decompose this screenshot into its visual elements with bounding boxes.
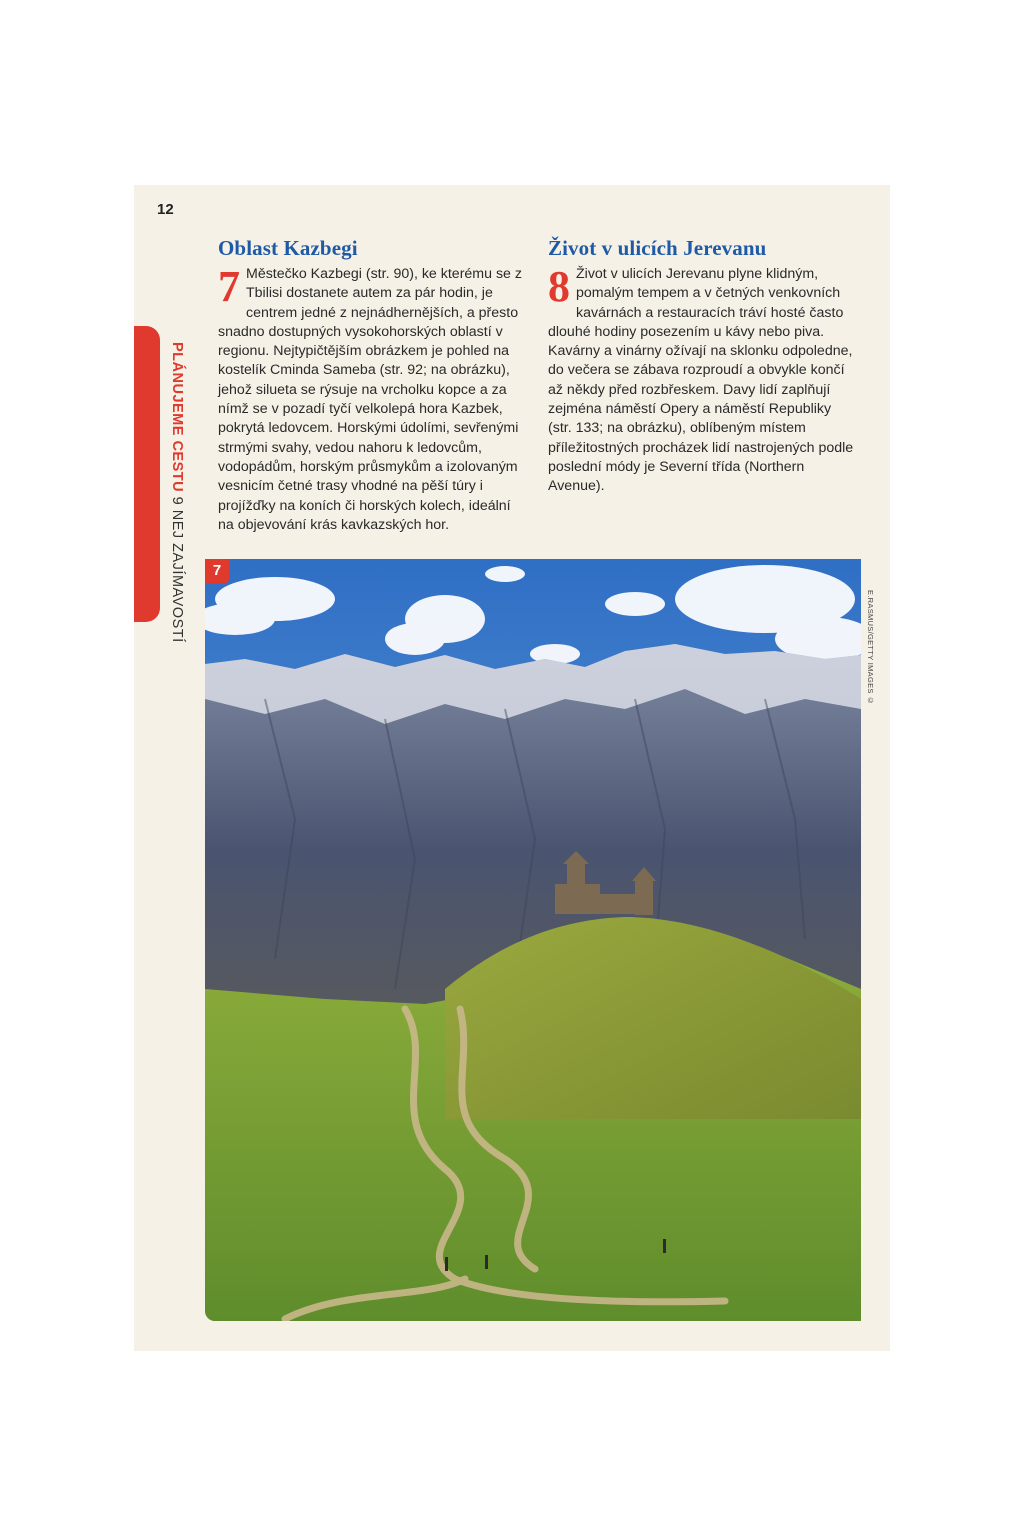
page-number: 12 bbox=[157, 201, 174, 218]
chapter-subtitle: 9 NEJ ZAJÍMAVOSTÍ bbox=[169, 496, 185, 643]
photo-number-badge: 7 bbox=[205, 559, 229, 583]
section-title: Oblast Kazbegi bbox=[218, 236, 358, 260]
section-kazbegi bbox=[218, 236, 524, 535]
section-number: 8 bbox=[548, 262, 570, 311]
section-text: Městečko Kazbegi (str. 90), ke kterému se z Tbilisi dostanete autem za pár hodin, je centrem jedné z nejnádhernějších, a přesto snadno dostupných vysokohorských oblastí v regionu. Nejtypičtějším obrázkem je pohled na kostelík Cminda Sameba (str. 92; na obrázku), jehož silueta se rýsuje na vrcholku kopce a za nímž se v pozadí tyčí velkolepá hora Kazbek, pokrytá ledovcem. Horskými údolími, sevřenými strmými svahy, vedou nahoru k ledovcům, vodopádům, horským průsmykům a izolovaným vesnicím četné trasy vhodné na pěší túry i projížďky na koních či horských kolech, ideální na objevování krás kavkazských hor. bbox=[218, 266, 522, 533]
section-body bbox=[548, 262, 854, 497]
section-text: Život v ulicích Jerevanu plyne klidným, pomalým tempem a v četných venkovních kavárnách a restauracích tráví hosté často dlouhé hodiny posezením u kávy nebo piva. Kavárny a vinárny ožívají na sklonku odpoledne, do večera se zábava rozproudí a obvykle končí až někdy před rozbřeskem. Davy lidí zaplňují zejména náměstí Opery a náměstí Republiky (str. 133; na obrázku), oblíbeným místem příležitostných procházek lidí nastrojených podle poslední módy je Severní třída (Northern Avenue). bbox=[548, 266, 854, 495]
section-body bbox=[218, 262, 524, 535]
chapter-title: PLÁNUJEME CESTU bbox=[169, 342, 185, 493]
section-yerevan bbox=[548, 236, 854, 497]
kazbegi-photo bbox=[205, 559, 861, 1321]
chapter-tab bbox=[134, 326, 160, 622]
section-number: 7 bbox=[218, 262, 240, 311]
chapter-label bbox=[165, 342, 185, 672]
photo-credit: E.RASMUS/GETTY IMAGES © bbox=[866, 590, 875, 706]
section-title: Život v ulicích Jerevanu bbox=[548, 236, 767, 260]
